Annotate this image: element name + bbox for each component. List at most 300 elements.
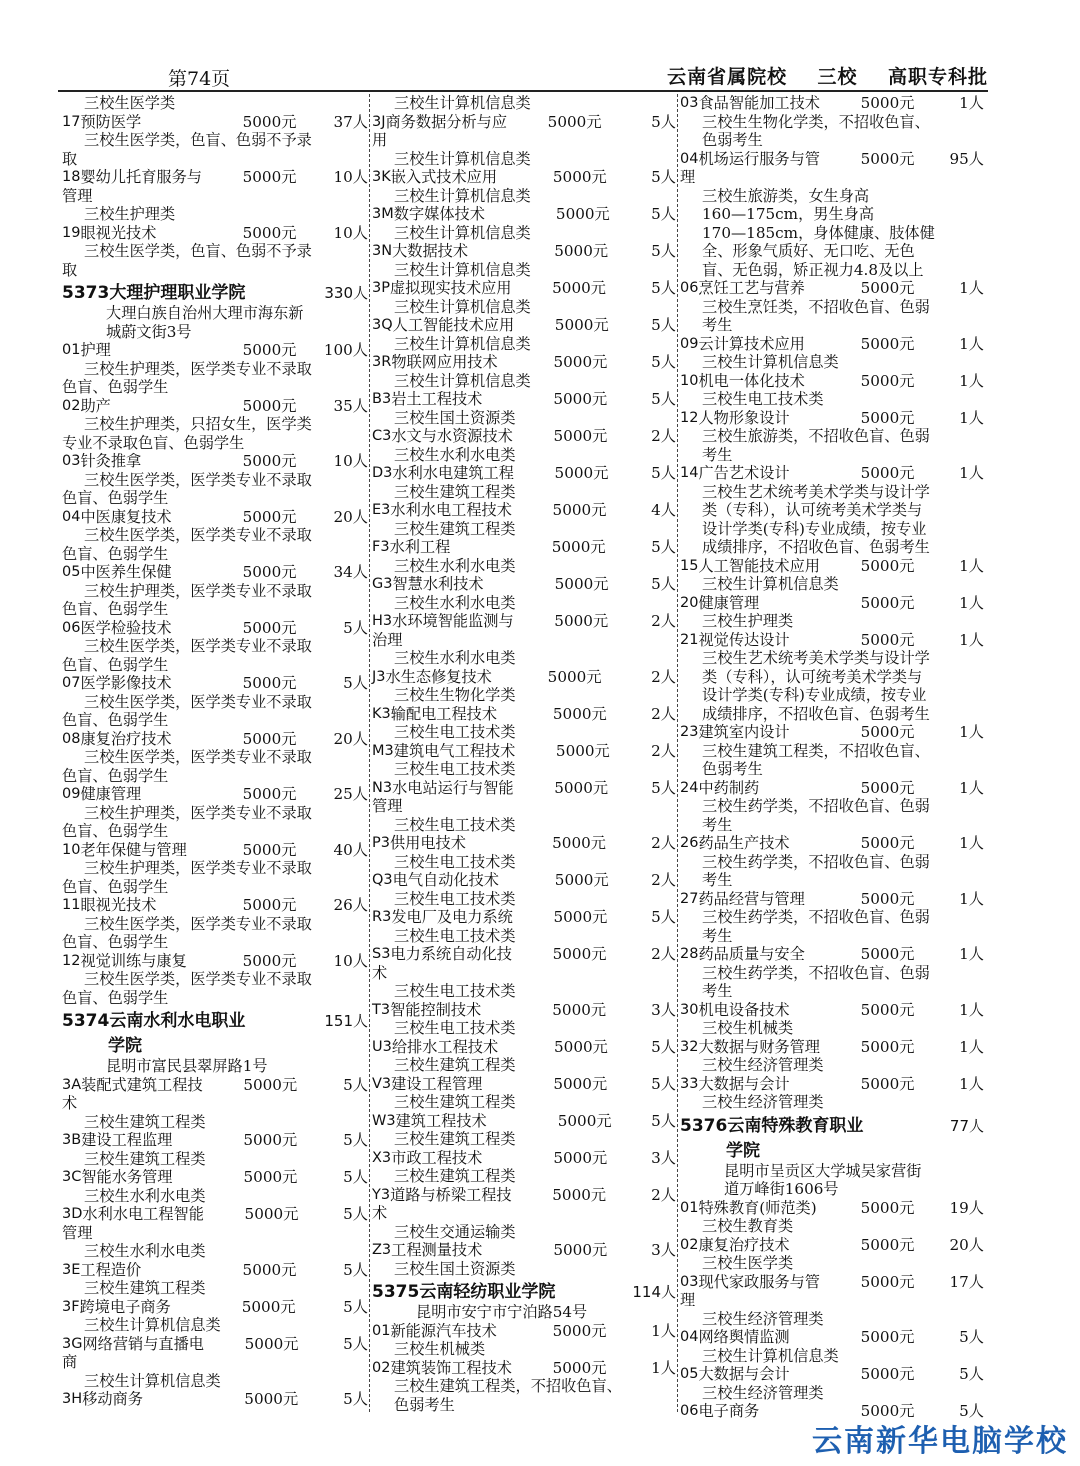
page-header <box>58 60 988 92</box>
major-note: 三校生水利水电类 <box>394 556 516 575</box>
tuition-fee: 5000元 <box>242 785 297 803</box>
major-name: 工程造价 <box>80 1260 142 1279</box>
major-note: 三校生经济管理类 <box>702 1383 824 1402</box>
page-number: 第74页 <box>168 68 231 90</box>
enrollment-count: 1人 <box>651 1321 676 1340</box>
tuition-fee: 5000元 <box>242 729 297 748</box>
major-note: 类（专科），认可统考美术学类与 <box>702 667 923 686</box>
major-code: U3 <box>372 1038 392 1055</box>
enrollment-count: 1人 <box>959 371 984 390</box>
enrollment-count: 26人 <box>333 896 368 914</box>
major-row <box>372 1186 676 1205</box>
major-row <box>62 785 368 804</box>
enrollment-count: 1人 <box>959 630 984 649</box>
major-name: 水利水电工程智能 <box>82 1205 204 1223</box>
major-name-continued: 色盲、色弱学生 <box>62 822 169 840</box>
major-name: 人工智能技术应用 <box>392 316 515 334</box>
major-code: 17 <box>62 113 81 130</box>
major-code: F3 <box>372 539 390 555</box>
tuition-fee: 5000元 <box>860 1328 915 1346</box>
tuition-fee: 5000元 <box>553 427 608 445</box>
tuition-fee: 5000元 <box>860 556 915 575</box>
major-row <box>372 1322 676 1341</box>
tuition-fee: 5000元 <box>860 279 915 297</box>
major-note: 三校生国土资源类 <box>394 408 516 427</box>
tuition-fee: 5000元 <box>554 612 609 630</box>
tuition-fee: 5000元 <box>557 1111 612 1130</box>
major-name-continued: 色盲、色弱学生 <box>62 766 169 785</box>
tuition-fee: 5000元 <box>860 94 915 112</box>
major-name-continued: 术 <box>372 963 388 982</box>
major-name: 供用电技术 <box>389 834 466 852</box>
enrollment-count: 5人 <box>343 1297 368 1316</box>
major-name: 机场运行服务与管 <box>698 149 820 168</box>
enrollment-count: 2人 <box>651 741 676 760</box>
major-name: 中医康复技术 <box>80 507 172 526</box>
tuition-fee: 5000元 <box>553 390 608 408</box>
major-row <box>372 908 676 927</box>
enrollment-count: 5人 <box>651 112 676 131</box>
tuition-fee: 5000元 <box>242 223 297 242</box>
major-name: 人物形象设计 <box>698 408 790 427</box>
enrollment-count: 5人 <box>343 1334 368 1353</box>
tuition-fee: 5000元 <box>860 1037 915 1056</box>
major-row <box>62 168 368 187</box>
major-name: 电力系统自动化技 <box>390 945 512 963</box>
major-name: 机电一体化技术 <box>698 371 805 390</box>
major-note: 三校生水利水电类 <box>394 593 516 612</box>
major-row <box>680 372 984 391</box>
enrollment-count: 2人 <box>651 667 676 686</box>
major-note: 成绩排序，不招收色盲、色弱考生 <box>702 704 930 723</box>
major-note: 三校生医学类，医学类专业不录取 <box>84 692 312 711</box>
major-note: 三校生计算机信息类 <box>84 1316 221 1334</box>
school-name-line: 学院 <box>726 1140 760 1161</box>
major-code: 3N <box>372 243 393 259</box>
enrollment-count: 1人 <box>959 556 984 575</box>
tuition-fee: 5000元 <box>860 1235 915 1254</box>
major-name: 水利水电建筑工程 <box>392 464 514 482</box>
major-name: 大数据与会计 <box>698 1365 790 1383</box>
enrollment-count: 20人 <box>949 1235 984 1254</box>
major-name: 水利工程 <box>389 538 451 556</box>
major-note: 三校生电工技术类 <box>394 889 516 908</box>
major-name: 嵌入式技术应用 <box>390 168 498 186</box>
major-row <box>680 723 984 742</box>
major-note: 色弱考生 <box>394 1395 455 1414</box>
major-name: 药品经营与管理 <box>698 889 805 908</box>
major-name: 道路与桥梁工程技 <box>390 1185 512 1204</box>
enrollment-count: 1人 <box>959 593 984 612</box>
major-name: 针灸推拿 <box>80 452 142 470</box>
major-code: 3M <box>372 206 394 222</box>
school-code: 5376 <box>680 1115 728 1136</box>
major-note: 设计学类(专科)专业成绩，按专业 <box>702 686 927 704</box>
enrollment-count: 3人 <box>651 1241 676 1259</box>
major-row <box>372 113 676 132</box>
major-code: 01 <box>680 1199 699 1216</box>
column-divider <box>677 94 678 1412</box>
major-row <box>372 1149 676 1168</box>
major-row <box>62 841 368 860</box>
major-row <box>372 1359 676 1378</box>
major-row <box>62 397 368 416</box>
major-note: 设计学类(专科)专业成绩，按专业 <box>702 519 927 538</box>
major-row <box>680 890 984 909</box>
major-note: 三校生电工技术类 <box>394 723 516 741</box>
major-row <box>680 1001 984 1020</box>
tuition-fee: 5000元 <box>241 1297 296 1316</box>
major-code: 18 <box>62 169 81 185</box>
major-note: 三校生建筑工程类 <box>394 1167 516 1185</box>
enrollment-count: 35人 <box>333 396 368 415</box>
enrollment-count: 5人 <box>651 316 676 334</box>
enrollment-count: 2人 <box>651 612 676 630</box>
major-code: Q3 <box>372 872 393 888</box>
enrollment-count: 40人 <box>333 840 368 859</box>
major-name: 视觉传达设计 <box>698 630 790 649</box>
tuition-fee: 5000元 <box>860 593 915 612</box>
major-note: 三校生医学类，色盲、色弱不予录 <box>84 131 312 149</box>
major-name: 智能水务管理 <box>81 1168 173 1186</box>
major-name: 预防医学 <box>80 112 142 131</box>
enrollment-count: 1人 <box>959 834 984 852</box>
tuition-fee: 5000元 <box>860 945 915 963</box>
major-row <box>372 1038 676 1057</box>
major-note: 三校生水利水电类 <box>84 1186 206 1205</box>
major-row <box>680 1075 984 1094</box>
major-note: 三校生医学类 <box>84 94 176 112</box>
tuition-fee: 5000元 <box>244 1334 299 1353</box>
major-name: 市政工程技术 <box>391 1148 483 1167</box>
major-name: 水电站运行与智能 <box>392 778 514 797</box>
school-code: 5374 <box>62 1011 110 1031</box>
major-code: J3 <box>372 668 386 685</box>
tuition-fee: 5000元 <box>553 1241 608 1259</box>
tuition-fee: 5000元 <box>243 1168 298 1186</box>
major-row <box>680 1199 984 1218</box>
major-row <box>62 674 368 693</box>
major-name: 药品生产技术 <box>698 834 790 852</box>
school-name: 云南水利水电职业 <box>109 1011 246 1031</box>
major-name-continued: 色盲、色弱学生 <box>62 544 169 563</box>
major-row <box>62 1205 368 1224</box>
enrollment-count: 1人 <box>959 889 984 908</box>
major-name: 眼视光技术 <box>80 223 157 242</box>
enrollment-count: 20人 <box>333 729 368 748</box>
tuition-fee: 5000元 <box>552 1358 607 1377</box>
major-note: 三校生经济管理类 <box>702 1309 824 1328</box>
major-name: 智能控制技术 <box>390 1000 482 1019</box>
major-name: 药品质量与安全 <box>698 945 805 963</box>
major-note: 色弱考生 <box>702 131 763 149</box>
major-row <box>372 464 676 483</box>
enrollment-count: 1人 <box>959 279 984 297</box>
tuition-fee: 5000元 <box>243 1131 298 1149</box>
major-code: 02 <box>680 1236 699 1253</box>
major-note: 三校生机械类 <box>702 1019 794 1037</box>
major-name: 商务数据分析与应 <box>385 112 508 131</box>
major-name: 康复治疗技术 <box>80 729 172 748</box>
major-row <box>62 619 368 638</box>
major-name: 建筑装饰工程技术 <box>390 1358 512 1377</box>
tuition-fee: 5000元 <box>242 563 297 581</box>
enrollment-count: 5人 <box>343 1131 368 1149</box>
major-name-continued: 术 <box>62 1094 78 1112</box>
tuition-fee: 5000元 <box>860 1272 915 1291</box>
major-note: 三校生电工技术类 <box>394 760 516 778</box>
major-note: 三校生旅游类，女生身高 <box>702 186 870 205</box>
tuition-fee: 5000元 <box>553 1074 608 1093</box>
major-note: 三校生建筑工程类 <box>84 1149 206 1168</box>
major-name: 医学检验技术 <box>80 618 172 637</box>
major-note: 考生 <box>702 316 733 334</box>
tuition-fee: 5000元 <box>555 205 610 223</box>
major-note: 三校生计算机信息类 <box>394 297 531 316</box>
major-note: 色弱考生 <box>702 760 763 778</box>
major-note: 考生 <box>702 445 733 464</box>
enrollment-count: 1人 <box>959 408 984 427</box>
enrollment-count: 1人 <box>959 778 984 797</box>
major-code: 07 <box>62 675 81 691</box>
major-note: 三校生建筑工程类 <box>394 1056 516 1074</box>
major-note: 三校生电工技术类 <box>394 1019 516 1037</box>
tuition-fee: 5000元 <box>244 1390 299 1408</box>
column-1 <box>62 94 368 1409</box>
major-row <box>372 1112 676 1131</box>
major-note: 三校生计算机信息类 <box>394 334 531 353</box>
major-row <box>372 501 676 520</box>
enrollment-count: 3人 <box>651 1148 676 1167</box>
tuition-fee: 5000元 <box>242 507 297 526</box>
major-note: 三校生建筑工程类 <box>394 1130 516 1148</box>
major-note: 三校生艺术统考美术学类与设计学 <box>702 649 930 667</box>
major-name: 助产 <box>80 396 111 415</box>
major-code: T3 <box>372 1001 391 1018</box>
enrollment-count: 5人 <box>651 353 676 371</box>
tuition-fee: 5000元 <box>554 778 609 797</box>
enrollment-count: 5人 <box>959 1402 984 1420</box>
major-name: 烹饪工艺与营养 <box>698 279 805 297</box>
major-code: 01 <box>372 1322 391 1339</box>
major-note: 三校生医学类，医学类专业不录取 <box>84 526 312 544</box>
major-name: 大数据与会计 <box>698 1074 790 1093</box>
major-name: 给排水工程技术 <box>391 1037 499 1056</box>
tuition-fee: 5000元 <box>860 1074 915 1093</box>
major-note: 考生 <box>702 926 733 945</box>
major-name: 康复治疗技术 <box>698 1235 790 1254</box>
tuition-fee: 5000元 <box>552 1000 607 1019</box>
major-code: G3 <box>372 576 393 592</box>
tuition-fee: 5000元 <box>243 1075 298 1094</box>
enrollment-count: 5人 <box>343 1390 368 1408</box>
major-row <box>62 1076 368 1095</box>
major-row <box>372 779 676 798</box>
major-name: 电气自动化技术 <box>392 871 499 889</box>
enrollment-count: 5人 <box>343 1260 368 1279</box>
major-note: 三校生医学类，医学类专业不录取 <box>84 970 312 988</box>
school-address: 昆明市富民县翠屏路1号 <box>106 1057 268 1075</box>
major-note: 盲、无色弱，矫正视力4.8及以上 <box>702 260 924 279</box>
column-divider <box>369 94 370 1412</box>
major-note: 考生 <box>702 871 733 889</box>
major-note: 考生 <box>702 982 733 1000</box>
major-code: K3 <box>372 705 391 722</box>
major-code: 24 <box>680 779 699 796</box>
major-code: 03 <box>62 453 81 469</box>
enrollment-count: 5人 <box>959 1328 984 1346</box>
school-name: 云南轻纺职业学院 <box>419 1282 556 1302</box>
enrollment-count: 2人 <box>651 834 676 852</box>
enrollment-count: 5人 <box>651 205 676 223</box>
major-code: 3R <box>372 354 392 370</box>
major-row <box>680 94 984 113</box>
major-note: 三校生医学类，医学类专业不录取 <box>84 470 312 489</box>
tuition-fee: 5000元 <box>860 834 915 852</box>
major-note: 三校生药学类，不招收色盲、色弱 <box>702 852 930 871</box>
tuition-fee: 5000元 <box>552 704 607 723</box>
major-row <box>62 1168 368 1187</box>
major-row <box>680 594 984 613</box>
major-row <box>372 1241 676 1260</box>
major-name: 建筑工程技术 <box>395 1111 487 1130</box>
tuition-fee: 5000元 <box>547 112 602 131</box>
major-note: 三校生护理类 <box>702 612 794 630</box>
major-name: 人工智能技术应用 <box>698 556 820 575</box>
major-code: 02 <box>62 397 81 414</box>
enrollment-count: 95人 <box>949 149 984 168</box>
enrollment-count: 1人 <box>959 1037 984 1056</box>
major-code: 3H <box>62 1391 83 1407</box>
tuition-fee: 5000元 <box>554 575 609 593</box>
enrollment-count: 1人 <box>959 945 984 963</box>
major-code: 26 <box>680 835 699 851</box>
school-header <box>62 1010 368 1032</box>
major-code: 23 <box>680 724 699 740</box>
major-note: 三校生计算机信息类 <box>702 1346 839 1365</box>
enrollment-count: 4人 <box>651 501 676 519</box>
major-row <box>680 1365 984 1384</box>
major-note: 三校生教育类 <box>702 1217 794 1235</box>
column-3 <box>680 94 984 1421</box>
major-row <box>372 945 676 964</box>
major-row <box>372 205 676 224</box>
major-note: 三校生建筑工程类，不招收色盲、 <box>394 1377 622 1395</box>
enrollment-count: 5人 <box>651 390 676 408</box>
major-note: 三校生水利水电类 <box>394 649 516 667</box>
major-note: 三校生建筑工程类 <box>84 1279 206 1297</box>
major-code: 32 <box>680 1038 699 1055</box>
enrollment-count: 5人 <box>651 778 676 797</box>
major-name: 移动商务 <box>82 1390 143 1408</box>
major-row <box>680 409 984 428</box>
enrollment-count: 5人 <box>651 1074 676 1093</box>
tuition-fee: 5000元 <box>242 168 297 186</box>
major-code: 01 <box>62 342 81 358</box>
tuition-fee: 5000元 <box>554 242 609 260</box>
school-total: 151人 <box>324 1012 368 1030</box>
enrollment-count: 5人 <box>343 674 368 692</box>
major-code: 3D <box>62 1206 83 1222</box>
major-row <box>62 730 368 749</box>
school-header <box>372 1281 676 1303</box>
major-note: 三校生电工技术类 <box>394 982 516 1000</box>
tuition-fee: 5000元 <box>242 951 297 970</box>
major-row <box>680 779 984 798</box>
tuition-fee: 5000元 <box>242 452 297 470</box>
tuition-fee: 5000元 <box>242 396 297 415</box>
major-row <box>680 631 984 650</box>
enrollment-count: 2人 <box>651 871 676 889</box>
tuition-fee: 5000元 <box>242 1260 297 1279</box>
major-code: 3G <box>62 1335 83 1352</box>
major-name: 大数据与财务管理 <box>698 1037 820 1056</box>
major-code: W3 <box>372 1112 396 1129</box>
major-note: 三校生交通运输类 <box>394 1222 516 1241</box>
school-header <box>680 1115 984 1137</box>
major-name-continued: 商 <box>62 1353 78 1371</box>
enrollment-count: 5人 <box>651 242 676 260</box>
major-name-continued: 色盲、色弱学生 <box>62 711 169 729</box>
major-name: 视觉训练与康复 <box>80 951 187 970</box>
major-code: 3E <box>62 1261 81 1278</box>
enrollment-count: 5人 <box>343 1205 368 1223</box>
major-note: 三校生医学类，医学类专业不录取 <box>84 914 312 933</box>
major-code: 21 <box>680 631 699 648</box>
enrollment-count: 100人 <box>323 341 368 359</box>
major-name-continued: 色盲、色弱学生 <box>62 988 169 1007</box>
major-name: 云计算技术应用 <box>698 334 805 353</box>
major-note: 三校生电工技术类 <box>394 926 516 945</box>
enrollment-count: 10人 <box>333 168 368 186</box>
enrollment-count: 17人 <box>949 1272 984 1291</box>
major-code: R3 <box>372 909 392 925</box>
major-note: 三校生电工技术类 <box>394 815 516 834</box>
major-code: 3C <box>62 1169 82 1185</box>
major-row <box>62 563 368 582</box>
major-row <box>372 668 676 687</box>
major-name: 装配式建筑工程技 <box>81 1075 203 1094</box>
major-row <box>62 1335 368 1354</box>
major-row <box>62 1131 368 1150</box>
major-code: M3 <box>372 742 394 759</box>
watermark-logo: 云南新华电脑学校 <box>812 1424 1068 1459</box>
major-code: 28 <box>680 946 699 962</box>
major-note: 三校生生物化学类，不招收色盲、 <box>702 112 930 131</box>
major-code: 08 <box>62 730 81 747</box>
tuition-fee: 5000元 <box>242 341 297 359</box>
major-name: 智慧水利技术 <box>392 575 484 593</box>
major-code: C3 <box>372 428 392 444</box>
major-code: 3K <box>372 169 391 185</box>
major-name: 现代家政服务与管 <box>698 1272 820 1291</box>
major-note: 三校生建筑工程类，不招收色盲、 <box>702 741 930 760</box>
school-name: 大理护理职业学院 <box>109 283 246 303</box>
major-name-continued: 管理 <box>62 186 93 205</box>
major-name-continued: 术 <box>372 1204 388 1222</box>
major-row <box>62 1261 368 1280</box>
school-total: 330人 <box>324 284 368 302</box>
major-name: 建筑电气工程技术 <box>393 741 516 760</box>
major-row <box>680 1236 984 1255</box>
major-note: 三校生生物化学类 <box>394 686 516 704</box>
major-code: 14 <box>680 465 699 481</box>
major-row <box>680 279 984 298</box>
enrollment-count: 5人 <box>651 538 676 556</box>
major-note: 三校生计算机信息类 <box>702 575 839 593</box>
major-name: 输配电工程技术 <box>390 704 498 723</box>
school-code: 5375 <box>372 1282 420 1302</box>
